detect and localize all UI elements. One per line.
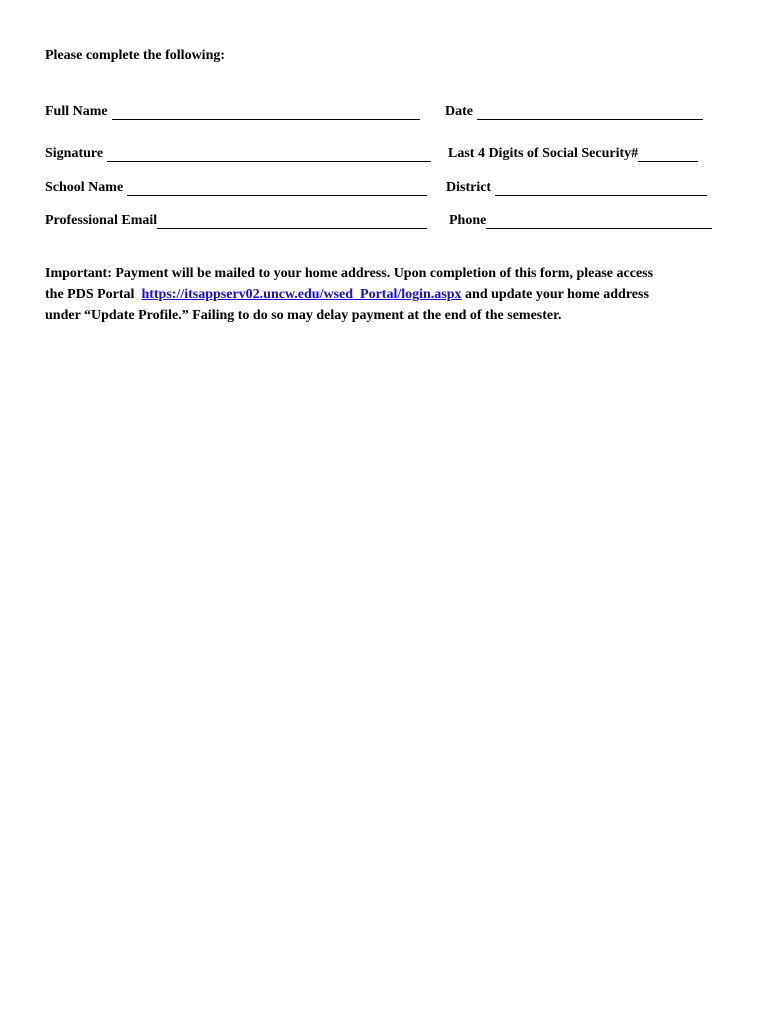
full-name-label: Full Name (45, 104, 108, 119)
district-field[interactable] (446, 176, 707, 196)
form-row-4 (0, 209, 770, 229)
notice-line-1: Important: Payment will be mailed to your home address. Upon completion of this form, please access (45, 266, 654, 281)
professional-email-line[interactable] (157, 212, 427, 229)
form-row-1 (0, 100, 770, 120)
school-name-field[interactable] (45, 176, 427, 196)
payment-notice (45, 263, 725, 326)
notice-line-2-prefix: the PDS Portal (45, 287, 135, 302)
professional-email-field[interactable] (45, 209, 427, 229)
date-field[interactable] (445, 100, 703, 120)
pds-portal-link[interactable]: https://itsappserv02.uncw.edu/wsed_Portal/login.aspx (141, 287, 462, 302)
district-line[interactable] (495, 179, 707, 196)
signature-line[interactable] (107, 145, 431, 162)
notice-line-2 (45, 284, 725, 305)
form-row-3 (0, 176, 770, 196)
phone-label: Phone (449, 213, 487, 228)
full-name-line[interactable] (112, 103, 420, 120)
school-name-line[interactable] (127, 179, 427, 196)
ssn-last4-field[interactable] (448, 142, 698, 162)
ssn-last4-label: Last 4 Digits of Social Security# (448, 146, 639, 161)
professional-email-label: Professional Email (45, 213, 158, 228)
form-heading: Please complete the following: (45, 48, 226, 63)
school-name-label: School Name (45, 180, 124, 195)
full-name-field[interactable] (45, 100, 420, 120)
signature-label: Signature (45, 146, 104, 161)
phone-field[interactable] (449, 209, 712, 229)
date-line[interactable] (477, 103, 703, 120)
signature-field[interactable] (45, 142, 431, 162)
ssn-last4-line[interactable] (638, 145, 698, 162)
phone-line[interactable] (486, 212, 712, 229)
form-row-2 (0, 142, 770, 162)
notice-line-3: under “Update Profile.” Failing to do so may delay payment at the end of the semester. (45, 308, 562, 323)
district-label: District (446, 180, 492, 195)
date-label: Date (445, 104, 473, 119)
notice-line-2-suffix: and update your home address (465, 287, 649, 302)
